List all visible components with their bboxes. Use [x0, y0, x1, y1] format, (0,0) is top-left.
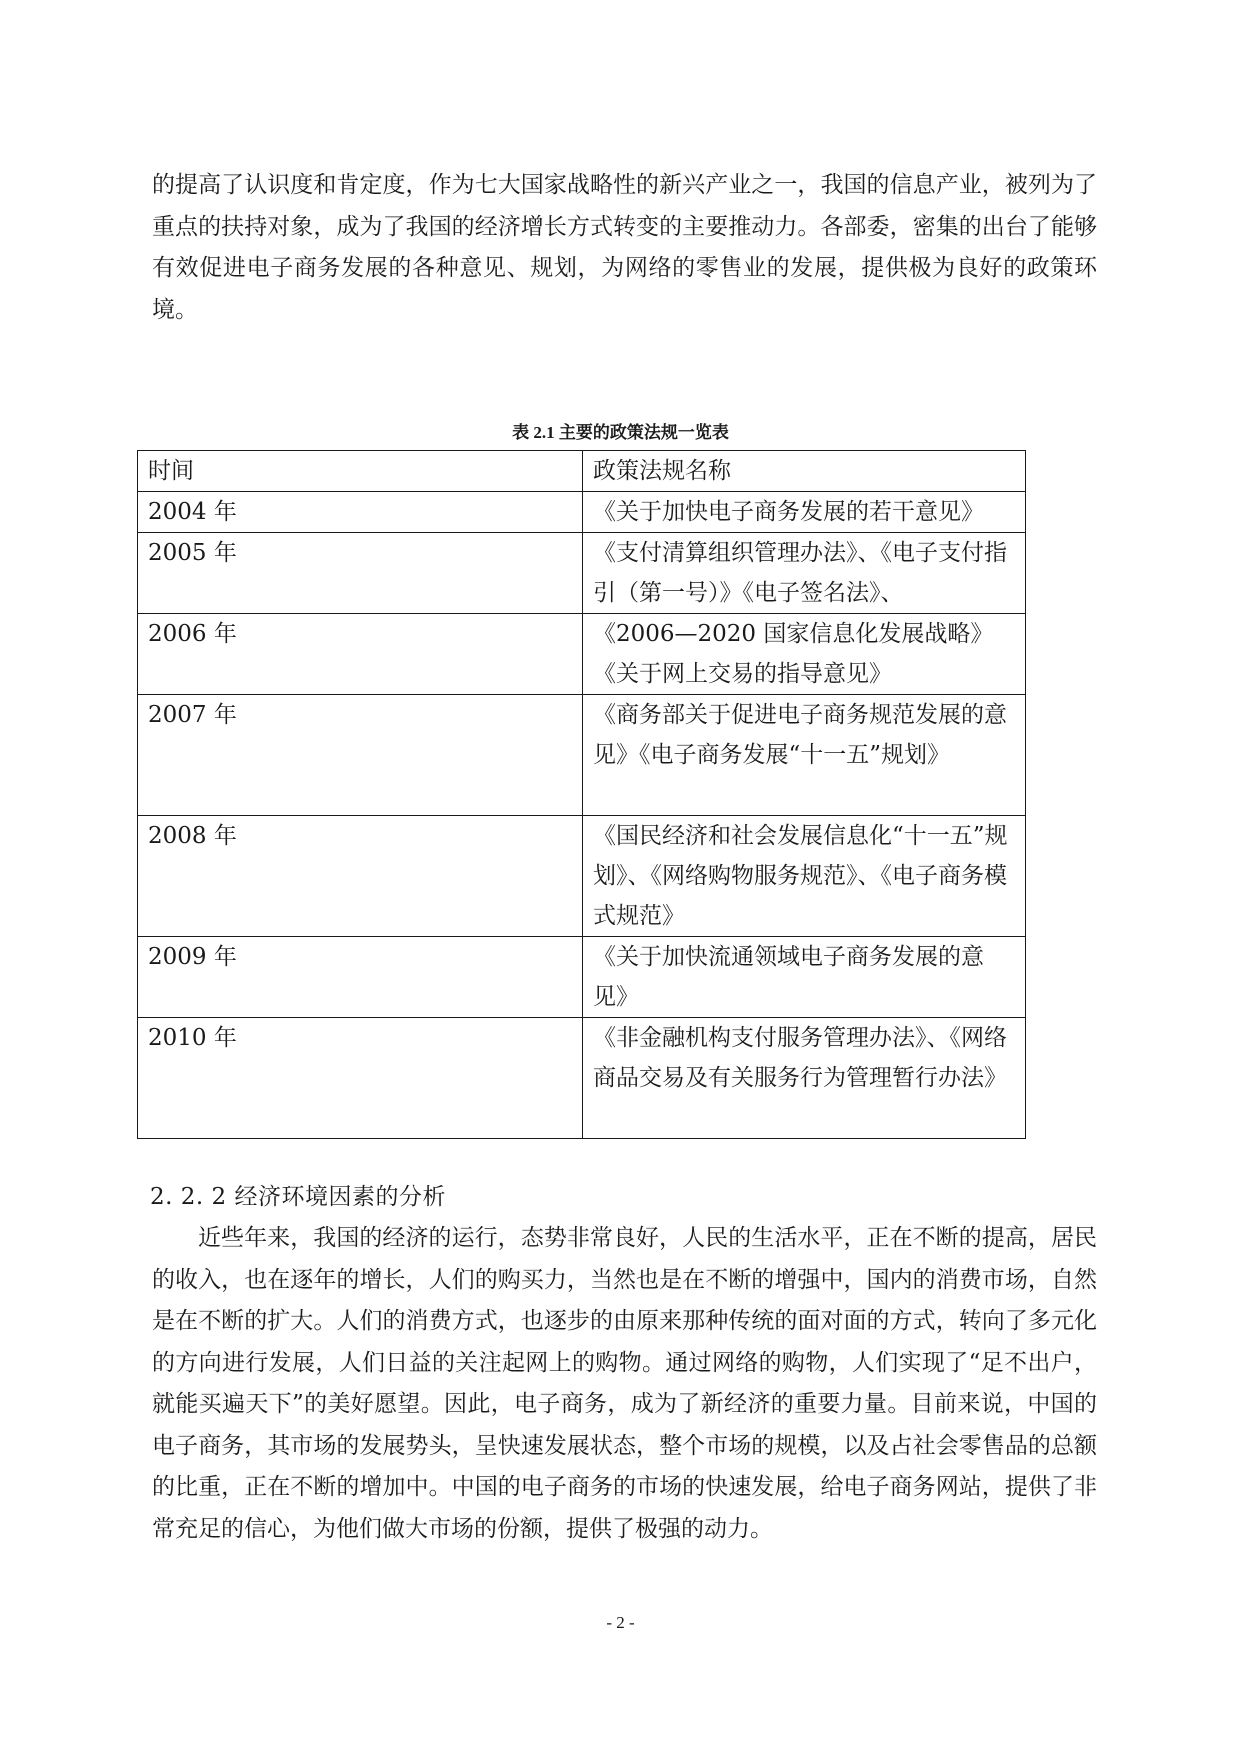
intro-text: 的提高了认识度和肯定度，作为七大国家战略性的新兴产业之一，我国的信息产业，被列为了重点的扶持对象，成为了我国的经济增长方式转变的主要推动力。各部委，密集的出台了能够有效促进电子商务发展的各种意见、规划，为网络的零售业的发展，提供极为良好的政策环境。	[152, 172, 1097, 323]
header-policy-name: 政策法规名称	[583, 451, 1026, 492]
table-row	[138, 816, 1026, 937]
section-body	[152, 1218, 1097, 1550]
row-policies: 《支付清算组织管理办法》、《电子支付指引（第一号）》《电子签名法》、	[583, 533, 1026, 614]
table-row	[138, 533, 1026, 614]
table-row	[138, 695, 1026, 816]
row-year: 2009 年	[138, 937, 583, 1018]
row-policies: 《非金融机构支付服务管理办法》、《网络商品交易及有关服务行为管理暂行办法》	[583, 1018, 1026, 1139]
table-header-row	[138, 451, 1026, 492]
row-year: 2006 年	[138, 614, 583, 695]
intro-paragraph	[152, 165, 1097, 331]
page-number: - 2 -	[606, 1613, 635, 1632]
row-year: 2005 年	[138, 533, 583, 614]
row-year: 2010 年	[138, 1018, 583, 1139]
table-row	[138, 614, 1026, 695]
row-policies: 《关于加快流通领域电子商务发展的意见》	[583, 937, 1026, 1018]
policy-table	[137, 450, 1026, 1139]
row-policies: 《2006—2020 国家信息化发展战略》《关于网上交易的指导意见》	[583, 614, 1026, 695]
row-year: 2007 年	[138, 695, 583, 816]
table-caption: 表 2.1 主要的政策法规一览表	[512, 423, 729, 442]
row-policies: 《商务部关于促进电子商务规范发展的意见》《电子商务发展“十一五”规划》	[583, 695, 1026, 816]
table-row	[138, 492, 1026, 533]
row-year: 2004 年	[138, 492, 583, 533]
row-policies: 《国民经济和社会发展信息化“十一五”规划》、《网络购物服务规范》、《电子商务模式规范》	[583, 816, 1026, 937]
table-row	[138, 937, 1026, 1018]
row-policies: 《关于加快电子商务发展的若干意见》	[583, 492, 1026, 533]
section-heading: 2. 2. 2 经济环境因素的分析	[150, 1184, 446, 1210]
table-row	[138, 1018, 1026, 1139]
section-body-text: 近些年来，我国的经济的运行，态势非常良好，人民的生活水平，正在不断的提高，居民的收入，也在逐年的增长，人们的购买力，当然也是在不断的增强中，国内的消费市场，自然是在不断的扩大。人们的消费方式，也逐步的由原来那种传统的面对面的方式，转向了多元化的方向进行发展，人们日益的关注起网上的购物。通过网络的购物，人们实现了“足不出户，就能买遍天下”的美好愿望。因此，电子商务，成为了新经济的重要力量。目前来说，中国的电子商务，其市场的发展势头，呈快速发展状态，整个市场的规模，以及占社会零售品的总额的比重，正在不断的增加中。中国的电子商务的市场的快速发展，给电子商务网站，提供了非常充足的信心，为他们做大市场的份额，提供了极强的动力。	[152, 1225, 1097, 1542]
row-year: 2008 年	[138, 816, 583, 937]
header-time: 时间	[138, 451, 583, 492]
